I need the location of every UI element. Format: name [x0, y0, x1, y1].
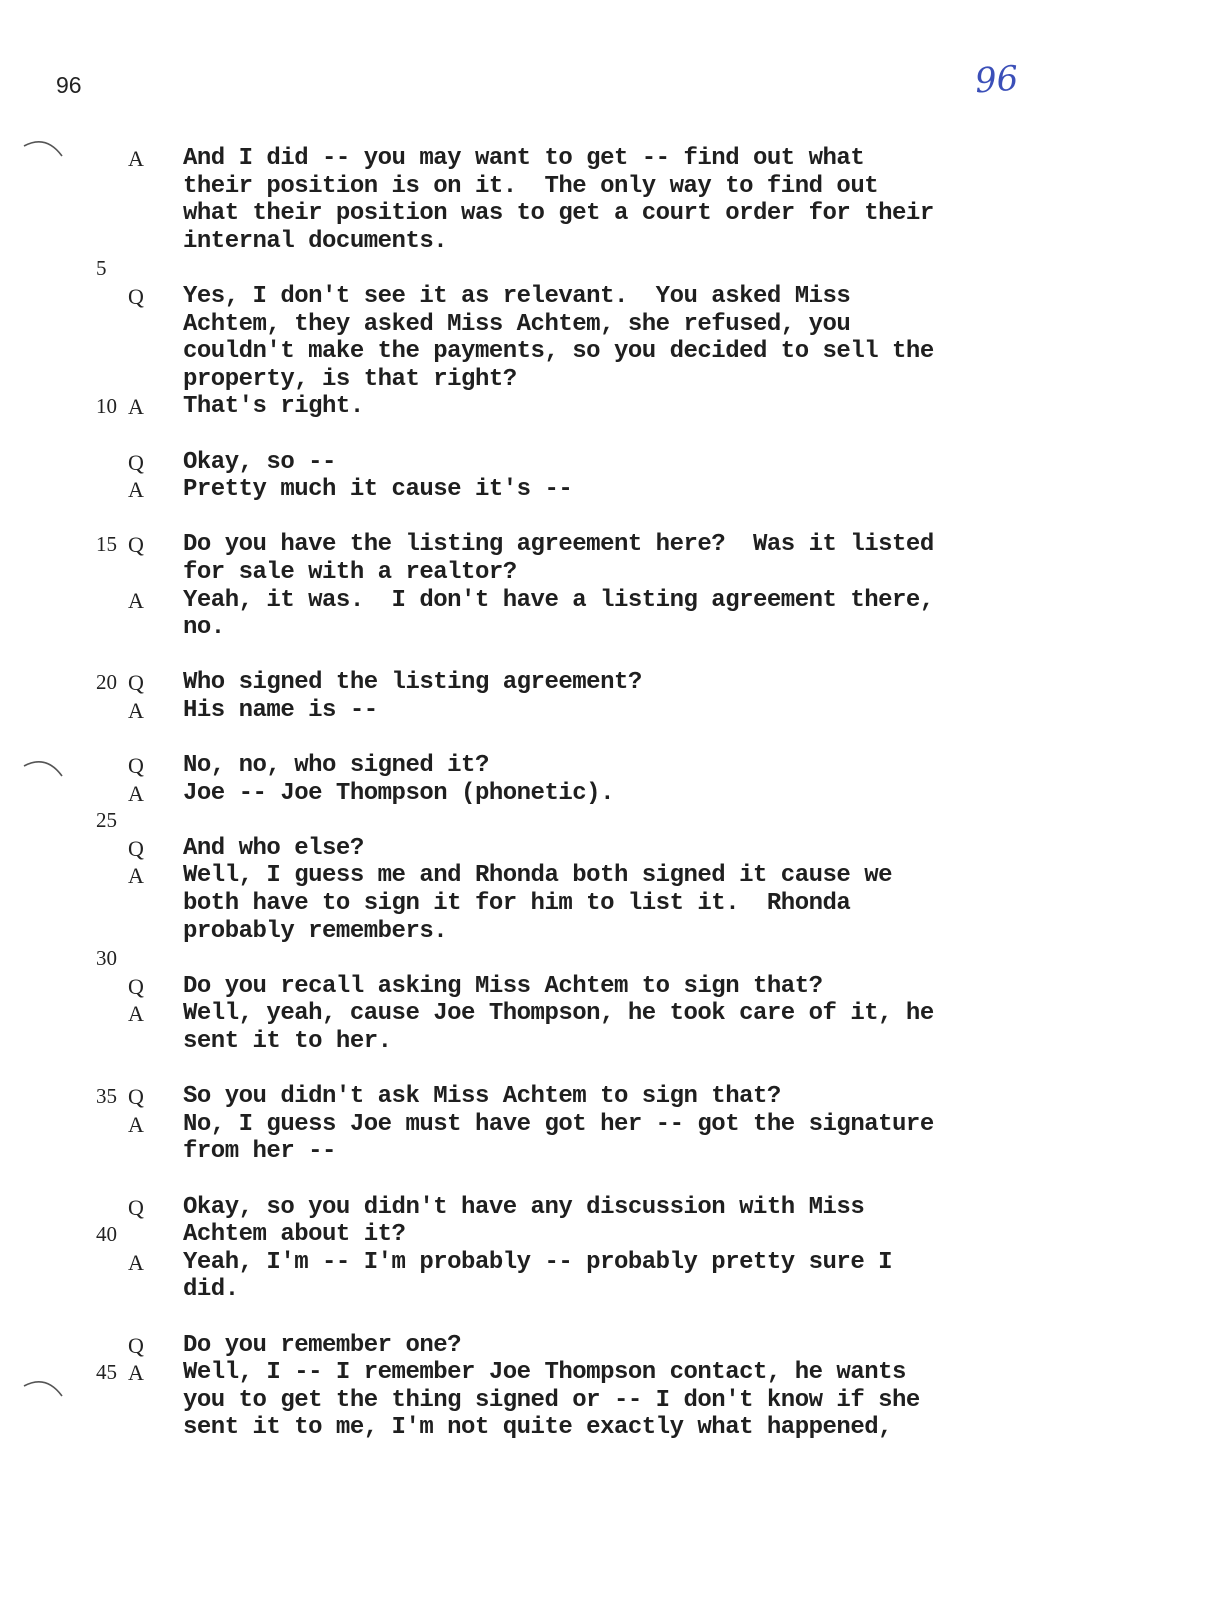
transcript-text: Joe -- Joe Thompson (phonetic). — [183, 779, 614, 807]
transcript-text: Well, I guess me and Rhonda both signed it cause we — [183, 862, 893, 890]
transcript-line — [0, 283, 1229, 311]
transcript-text: couldn't make the payments, so you decided to sell the — [183, 338, 934, 366]
transcript-text: property, is that right? — [183, 365, 517, 393]
handwritten-page-number: 96 — [973, 58, 1020, 102]
transcript-line — [0, 421, 1229, 449]
transcript-line — [0, 228, 1229, 256]
transcript-line — [0, 587, 1229, 615]
transcript-line — [0, 1166, 1229, 1194]
transcript-line — [0, 1414, 1229, 1442]
transcript-line — [0, 1000, 1229, 1028]
line-number: 15 — [96, 532, 117, 557]
transcript-text: you to get the thing signed or -- I don't know if she — [183, 1386, 920, 1414]
transcript-line — [0, 973, 1229, 1001]
transcript-body — [0, 145, 1229, 1442]
transcript-line — [0, 366, 1229, 394]
line-number: 35 — [96, 1084, 117, 1109]
transcript-line — [0, 862, 1229, 890]
transcript-text: did. — [183, 1276, 239, 1304]
transcript-line — [0, 311, 1229, 339]
page-number: 96 — [56, 72, 82, 98]
transcript-text: probably remembers. — [183, 917, 448, 945]
transcript-line — [0, 1304, 1229, 1332]
transcript-line — [0, 1221, 1229, 1249]
transcript-line — [0, 531, 1229, 559]
speaker-label: A — [128, 1360, 144, 1386]
transcript-line — [0, 890, 1229, 918]
speaker-label: Q — [128, 1084, 144, 1110]
transcript-text: no. — [183, 614, 225, 642]
transcript-text: That's right. — [183, 393, 364, 421]
transcript-line — [0, 1387, 1229, 1415]
transcript-line — [0, 504, 1229, 532]
transcript-text: Yeah, it was. I don't have a listing agreement there, — [183, 586, 934, 614]
transcript-line — [0, 449, 1229, 477]
speaker-label: Q — [128, 670, 144, 696]
transcript-line — [0, 918, 1229, 946]
transcript-text: their position is on it. The only way to find out — [183, 172, 879, 200]
transcript-line — [0, 669, 1229, 697]
transcript-text: Do you remember one? — [183, 1331, 462, 1359]
transcript-text: His name is -- — [183, 696, 378, 724]
transcript-text: Well, I -- I remember Joe Thompson contact, he wants — [183, 1359, 906, 1387]
line-number: 25 — [96, 808, 117, 833]
transcript-text: Pretty much it cause it's -- — [183, 476, 573, 504]
transcript-text: Achtem, they asked Miss Achtem, she refused, you — [183, 310, 851, 338]
transcript-text: internal documents. — [183, 227, 448, 255]
transcript-line — [0, 476, 1229, 504]
transcript-line — [0, 807, 1229, 835]
transcript-line — [0, 200, 1229, 228]
transcript-text: No, no, who signed it? — [183, 752, 489, 780]
transcript-line — [0, 255, 1229, 283]
transcript-line — [0, 1138, 1229, 1166]
transcript-line — [0, 724, 1229, 752]
speaker-label: A — [128, 394, 144, 420]
transcript-line — [0, 614, 1229, 642]
transcript-line — [0, 173, 1229, 201]
transcript-line — [0, 1056, 1229, 1084]
transcript-line — [0, 393, 1229, 421]
transcript-text: Okay, so -- — [183, 448, 336, 476]
speaker-label: Q — [128, 449, 144, 475]
transcript-line — [0, 1083, 1229, 1111]
line-number: 40 — [96, 1222, 117, 1247]
transcript-line — [0, 1028, 1229, 1056]
transcript-line — [0, 780, 1229, 808]
line-number: 20 — [96, 670, 117, 695]
transcript-line — [0, 559, 1229, 587]
transcript-text: sent it to her. — [183, 1028, 392, 1055]
transcript-line — [0, 1359, 1229, 1387]
transcript-line — [0, 1332, 1229, 1360]
transcript-line — [0, 338, 1229, 366]
transcript-text: sent it to me, I'm not quite exactly what happened, — [183, 1414, 893, 1442]
transcript-line — [0, 1276, 1229, 1304]
transcript-text: And I did -- you may want to get -- find out what — [183, 145, 865, 172]
line-number: 30 — [96, 946, 117, 971]
speaker-label: Q — [128, 973, 144, 999]
transcript-line — [0, 697, 1229, 725]
transcript-text: Well, yeah, cause Joe Thompson, he took care of it, he — [183, 1000, 934, 1028]
speaker-label: A — [128, 1001, 144, 1027]
speaker-label: A — [128, 587, 144, 613]
speaker-label: A — [128, 1249, 144, 1275]
speaker-label: Q — [128, 1332, 144, 1358]
transcript-text: And who else? — [183, 834, 364, 862]
transcript-text: Do you recall asking Miss Achtem to sign that? — [183, 972, 823, 1000]
line-number: 45 — [96, 1360, 117, 1385]
line-number: 10 — [96, 394, 117, 419]
speaker-label: A — [128, 146, 144, 171]
speaker-label: Q — [128, 1194, 144, 1220]
speaker-label: Q — [128, 532, 144, 558]
transcript-line — [0, 1194, 1229, 1222]
line-number: 5 — [96, 256, 107, 281]
transcript-line — [0, 835, 1229, 863]
speaker-label: A — [128, 1111, 144, 1137]
speaker-label: Q — [128, 753, 144, 779]
speaker-label: A — [128, 780, 144, 806]
speaker-label: Q — [128, 283, 144, 309]
transcript-line — [0, 145, 1229, 173]
transcript-text: Yes, I don't see it as relevant. You asked Miss — [183, 282, 851, 310]
transcript-text: for sale with a realtor? — [183, 558, 517, 586]
transcript-line — [0, 1249, 1229, 1277]
transcript-line — [0, 752, 1229, 780]
transcript-line — [0, 1111, 1229, 1139]
transcript-text: Achtem about it? — [183, 1221, 406, 1249]
transcript-text: Yeah, I'm -- I'm probably -- probably pretty sure I — [183, 1248, 893, 1276]
transcript-text: So you didn't ask Miss Achtem to sign that? — [183, 1083, 781, 1111]
speaker-label: A — [128, 477, 144, 503]
speaker-label: Q — [128, 835, 144, 861]
transcript-text: from her -- — [183, 1138, 336, 1166]
speaker-label: A — [128, 863, 144, 889]
transcript-line — [0, 945, 1229, 973]
transcript-text: No, I guess Joe must have got her -- got the signature — [183, 1110, 934, 1138]
transcript-text: both have to sign it for him to list it. Rhonda — [183, 890, 851, 918]
speaker-label: A — [128, 697, 144, 723]
transcript-text: Okay, so you didn't have any discussion with Miss — [183, 1193, 865, 1221]
transcript-line — [0, 642, 1229, 670]
transcript-text: Do you have the listing agreement here? Was it listed — [183, 531, 934, 559]
transcript-text: what their position was to get a court order for their — [183, 200, 934, 228]
transcript-text: Who signed the listing agreement? — [183, 669, 642, 697]
